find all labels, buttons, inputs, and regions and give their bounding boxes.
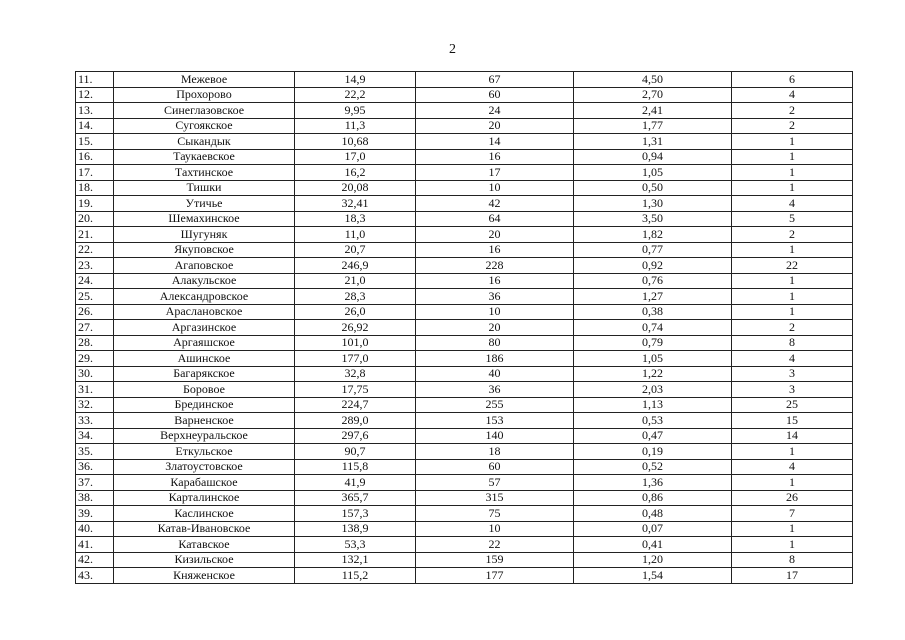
table-row	[76, 428, 853, 444]
ratio-cell: 0,92	[574, 258, 732, 274]
name-cell: Варненское	[114, 413, 295, 429]
row-number-cell: 17.	[76, 165, 114, 181]
row-number-cell: 35.	[76, 444, 114, 460]
area-cell: 10,68	[295, 134, 416, 150]
name-cell: Карабашское	[114, 475, 295, 491]
row-number-cell: 15.	[76, 134, 114, 150]
table-row	[76, 568, 853, 584]
table-row	[76, 490, 853, 506]
table-row	[76, 444, 853, 460]
row-number-cell: 24.	[76, 273, 114, 289]
table-body	[76, 72, 853, 584]
name-cell: Тахтинское	[114, 165, 295, 181]
area-cell: 115,8	[295, 459, 416, 475]
table-row	[76, 196, 853, 212]
area-cell: 41,9	[295, 475, 416, 491]
name-cell: Аргаяшское	[114, 335, 295, 351]
last-value-cell: 15	[732, 413, 853, 429]
count-cell: 10	[416, 180, 574, 196]
area-cell: 224,7	[295, 397, 416, 413]
name-cell: Брединское	[114, 397, 295, 413]
last-value-cell: 2	[732, 103, 853, 119]
table-row	[76, 552, 853, 568]
name-cell: Таукаевское	[114, 149, 295, 165]
area-cell: 26,92	[295, 320, 416, 336]
table-row	[76, 72, 853, 88]
data-table	[75, 71, 853, 584]
area-cell: 157,3	[295, 506, 416, 522]
area-cell: 20,08	[295, 180, 416, 196]
table-row	[76, 304, 853, 320]
last-value-cell: 25	[732, 397, 853, 413]
last-value-cell: 2	[732, 320, 853, 336]
ratio-cell: 1,22	[574, 366, 732, 382]
area-cell: 11,0	[295, 227, 416, 243]
ratio-cell: 0,53	[574, 413, 732, 429]
count-cell: 22	[416, 537, 574, 553]
last-value-cell: 1	[732, 180, 853, 196]
last-value-cell: 14	[732, 428, 853, 444]
ratio-cell: 1,54	[574, 568, 732, 584]
name-cell: Шемахинское	[114, 211, 295, 227]
table-row	[76, 149, 853, 165]
name-cell: Араслановское	[114, 304, 295, 320]
name-cell: Александровское	[114, 289, 295, 305]
row-number-cell: 19.	[76, 196, 114, 212]
ratio-cell: 3,50	[574, 211, 732, 227]
table-row	[76, 382, 853, 398]
count-cell: 57	[416, 475, 574, 491]
area-cell: 18,3	[295, 211, 416, 227]
name-cell: Сугоякское	[114, 118, 295, 134]
count-cell: 16	[416, 242, 574, 258]
area-cell: 115,2	[295, 568, 416, 584]
row-number-cell: 22.	[76, 242, 114, 258]
row-number-cell: 20.	[76, 211, 114, 227]
row-number-cell: 37.	[76, 475, 114, 491]
row-number-cell: 18.	[76, 180, 114, 196]
last-value-cell: 26	[732, 490, 853, 506]
area-cell: 17,0	[295, 149, 416, 165]
name-cell: Утичье	[114, 196, 295, 212]
count-cell: 18	[416, 444, 574, 460]
table-row	[76, 87, 853, 103]
ratio-cell: 1,13	[574, 397, 732, 413]
last-value-cell: 1	[732, 134, 853, 150]
table-row	[76, 366, 853, 382]
ratio-cell: 0,47	[574, 428, 732, 444]
row-number-cell: 28.	[76, 335, 114, 351]
table-row	[76, 211, 853, 227]
area-cell: 177,0	[295, 351, 416, 367]
count-cell: 16	[416, 273, 574, 289]
name-cell: Княженское	[114, 568, 295, 584]
row-number-cell: 38.	[76, 490, 114, 506]
table-row	[76, 521, 853, 537]
row-number-cell: 26.	[76, 304, 114, 320]
area-cell: 21,0	[295, 273, 416, 289]
ratio-cell: 1,05	[574, 165, 732, 181]
row-number-cell: 41.	[76, 537, 114, 553]
name-cell: Каслинское	[114, 506, 295, 522]
name-cell: Катав-Ивановское	[114, 521, 295, 537]
row-number-cell: 29.	[76, 351, 114, 367]
table-row	[76, 335, 853, 351]
table-row	[76, 320, 853, 336]
ratio-cell: 1,36	[574, 475, 732, 491]
last-value-cell: 4	[732, 351, 853, 367]
table-row	[76, 351, 853, 367]
area-cell: 9,95	[295, 103, 416, 119]
ratio-cell: 0,79	[574, 335, 732, 351]
table-row	[76, 180, 853, 196]
last-value-cell: 1	[732, 149, 853, 165]
area-cell: 11,3	[295, 118, 416, 134]
row-number-cell: 23.	[76, 258, 114, 274]
count-cell: 67	[416, 72, 574, 88]
row-number-cell: 12.	[76, 87, 114, 103]
count-cell: 17	[416, 165, 574, 181]
area-cell: 297,6	[295, 428, 416, 444]
last-value-cell: 2	[732, 227, 853, 243]
name-cell: Алакульское	[114, 273, 295, 289]
count-cell: 80	[416, 335, 574, 351]
last-value-cell: 1	[732, 304, 853, 320]
row-number-cell: 31.	[76, 382, 114, 398]
name-cell: Багарякское	[114, 366, 295, 382]
name-cell: Златоустовское	[114, 459, 295, 475]
count-cell: 40	[416, 366, 574, 382]
name-cell: Кизильское	[114, 552, 295, 568]
last-value-cell: 1	[732, 289, 853, 305]
row-number-cell: 30.	[76, 366, 114, 382]
last-value-cell: 3	[732, 382, 853, 398]
count-cell: 75	[416, 506, 574, 522]
name-cell: Катавское	[114, 537, 295, 553]
table-row	[76, 459, 853, 475]
name-cell: Синеглазовское	[114, 103, 295, 119]
table-row	[76, 258, 853, 274]
count-cell: 159	[416, 552, 574, 568]
ratio-cell: 1,30	[574, 196, 732, 212]
ratio-cell: 2,03	[574, 382, 732, 398]
area-cell: 90,7	[295, 444, 416, 460]
row-number-cell: 11.	[76, 72, 114, 88]
ratio-cell: 0,48	[574, 506, 732, 522]
row-number-cell: 27.	[76, 320, 114, 336]
count-cell: 60	[416, 459, 574, 475]
ratio-cell: 0,38	[574, 304, 732, 320]
ratio-cell: 2,41	[574, 103, 732, 119]
last-value-cell: 4	[732, 459, 853, 475]
last-value-cell: 17	[732, 568, 853, 584]
table-row	[76, 475, 853, 491]
count-cell: 177	[416, 568, 574, 584]
ratio-cell: 0,52	[574, 459, 732, 475]
name-cell: Шугуняк	[114, 227, 295, 243]
last-value-cell: 1	[732, 475, 853, 491]
area-cell: 28,3	[295, 289, 416, 305]
area-cell: 53,3	[295, 537, 416, 553]
last-value-cell: 5	[732, 211, 853, 227]
area-cell: 132,1	[295, 552, 416, 568]
count-cell: 36	[416, 289, 574, 305]
row-number-cell: 43.	[76, 568, 114, 584]
count-cell: 10	[416, 521, 574, 537]
row-number-cell: 32.	[76, 397, 114, 413]
count-cell: 42	[416, 196, 574, 212]
table-row	[76, 118, 853, 134]
table-row	[76, 227, 853, 243]
count-cell: 64	[416, 211, 574, 227]
name-cell: Прохорово	[114, 87, 295, 103]
ratio-cell: 0,41	[574, 537, 732, 553]
area-cell: 16,2	[295, 165, 416, 181]
ratio-cell: 0,94	[574, 149, 732, 165]
ratio-cell: 1,05	[574, 351, 732, 367]
ratio-cell: 2,70	[574, 87, 732, 103]
count-cell: 153	[416, 413, 574, 429]
ratio-cell: 0,50	[574, 180, 732, 196]
row-number-cell: 21.	[76, 227, 114, 243]
area-cell: 32,41	[295, 196, 416, 212]
last-value-cell: 6	[732, 72, 853, 88]
count-cell: 140	[416, 428, 574, 444]
last-value-cell: 22	[732, 258, 853, 274]
count-cell: 186	[416, 351, 574, 367]
area-cell: 14,9	[295, 72, 416, 88]
area-cell: 289,0	[295, 413, 416, 429]
ratio-cell: 1,82	[574, 227, 732, 243]
ratio-cell: 0,74	[574, 320, 732, 336]
name-cell: Аргазинское	[114, 320, 295, 336]
area-cell: 138,9	[295, 521, 416, 537]
last-value-cell: 1	[732, 242, 853, 258]
table-row	[76, 397, 853, 413]
page-number: 2	[449, 42, 456, 57]
count-cell: 20	[416, 118, 574, 134]
last-value-cell: 8	[732, 335, 853, 351]
row-number-cell: 34.	[76, 428, 114, 444]
count-cell: 228	[416, 258, 574, 274]
count-cell: 14	[416, 134, 574, 150]
table-row	[76, 413, 853, 429]
name-cell: Якуповское	[114, 242, 295, 258]
count-cell: 20	[416, 320, 574, 336]
name-cell: Боровое	[114, 382, 295, 398]
last-value-cell: 7	[732, 506, 853, 522]
area-cell: 101,0	[295, 335, 416, 351]
table-row	[76, 242, 853, 258]
row-number-cell: 33.	[76, 413, 114, 429]
area-cell: 26,0	[295, 304, 416, 320]
table-row	[76, 537, 853, 553]
table-row	[76, 103, 853, 119]
last-value-cell: 8	[732, 552, 853, 568]
ratio-cell: 0,76	[574, 273, 732, 289]
last-value-cell: 1	[732, 521, 853, 537]
area-cell: 32,8	[295, 366, 416, 382]
table-row	[76, 506, 853, 522]
last-value-cell: 3	[732, 366, 853, 382]
last-value-cell: 1	[732, 444, 853, 460]
table-row	[76, 289, 853, 305]
ratio-cell: 1,20	[574, 552, 732, 568]
count-cell: 315	[416, 490, 574, 506]
ratio-cell: 1,27	[574, 289, 732, 305]
row-number-cell: 39.	[76, 506, 114, 522]
name-cell: Еткульское	[114, 444, 295, 460]
area-cell: 246,9	[295, 258, 416, 274]
ratio-cell: 0,77	[574, 242, 732, 258]
count-cell: 16	[416, 149, 574, 165]
row-number-cell: 16.	[76, 149, 114, 165]
row-number-cell: 40.	[76, 521, 114, 537]
area-cell: 20,7	[295, 242, 416, 258]
ratio-cell: 0,86	[574, 490, 732, 506]
name-cell: Верхнеуральское	[114, 428, 295, 444]
name-cell: Межевое	[114, 72, 295, 88]
name-cell: Сыкандык	[114, 134, 295, 150]
last-value-cell: 1	[732, 165, 853, 181]
name-cell: Карталинское	[114, 490, 295, 506]
ratio-cell: 0,19	[574, 444, 732, 460]
name-cell: Тишки	[114, 180, 295, 196]
count-cell: 24	[416, 103, 574, 119]
name-cell: Ашинское	[114, 351, 295, 367]
last-value-cell: 4	[732, 196, 853, 212]
last-value-cell: 1	[732, 537, 853, 553]
row-number-cell: 42.	[76, 552, 114, 568]
area-cell: 17,75	[295, 382, 416, 398]
area-cell: 365,7	[295, 490, 416, 506]
count-cell: 60	[416, 87, 574, 103]
last-value-cell: 2	[732, 118, 853, 134]
row-number-cell: 36.	[76, 459, 114, 475]
ratio-cell: 4,50	[574, 72, 732, 88]
row-number-cell: 13.	[76, 103, 114, 119]
table-row	[76, 165, 853, 181]
count-cell: 10	[416, 304, 574, 320]
ratio-cell: 1,77	[574, 118, 732, 134]
area-cell: 22,2	[295, 87, 416, 103]
table-row	[76, 134, 853, 150]
last-value-cell: 4	[732, 87, 853, 103]
ratio-cell: 1,31	[574, 134, 732, 150]
count-cell: 36	[416, 382, 574, 398]
row-number-cell: 25.	[76, 289, 114, 305]
count-cell: 20	[416, 227, 574, 243]
last-value-cell: 1	[732, 273, 853, 289]
ratio-cell: 0,07	[574, 521, 732, 537]
count-cell: 255	[416, 397, 574, 413]
row-number-cell: 14.	[76, 118, 114, 134]
table-row	[76, 273, 853, 289]
name-cell: Агаповское	[114, 258, 295, 274]
